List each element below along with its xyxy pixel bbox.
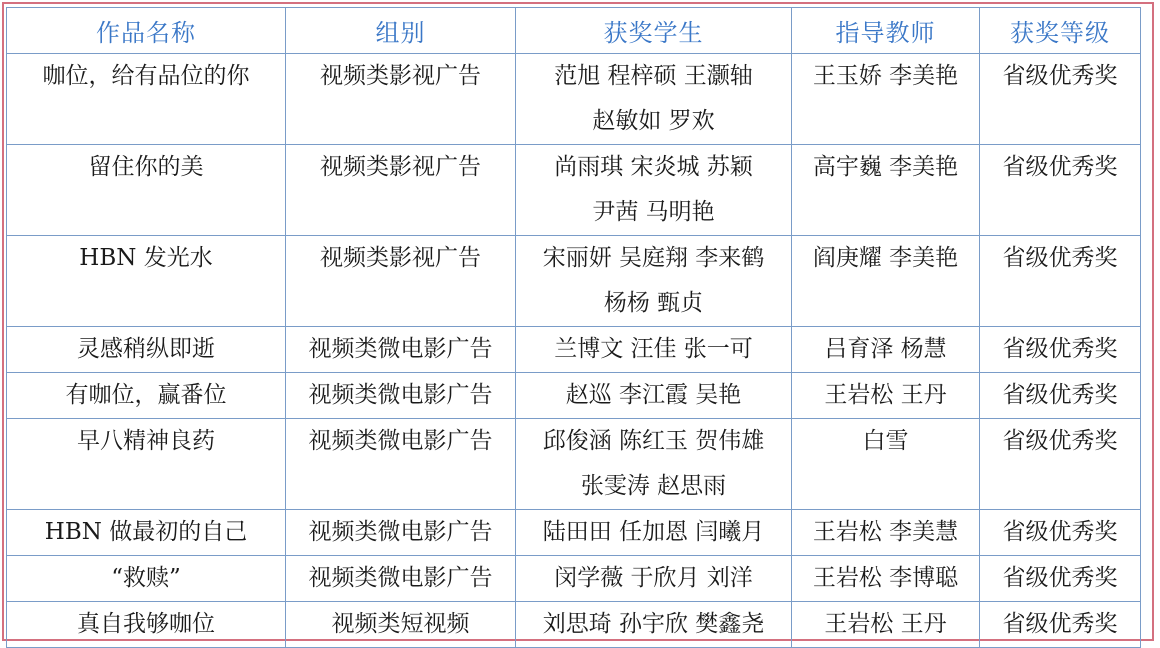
students-line: 杨杨 甄贞	[603, 290, 704, 316]
header-work-name: 作品名称	[7, 8, 286, 54]
award-level-cell: 省级优秀奖	[980, 419, 1141, 510]
work-name-cell: HBN 做最初的自己	[7, 510, 286, 556]
award-level-cell: 省级优秀奖	[980, 145, 1141, 236]
table-row	[7, 419, 1141, 510]
award-level-cell: 省级优秀奖	[980, 556, 1141, 602]
table-row	[7, 602, 1141, 648]
header-group: 组别	[286, 8, 516, 54]
work-name-cell: 真自我够咖位	[7, 602, 286, 648]
students-cell	[516, 602, 792, 648]
teacher-cell: 高宇巍 李美艳	[792, 145, 980, 236]
work-name-cell: HBN 发光水	[7, 236, 286, 327]
table-row	[7, 327, 1141, 373]
header-students: 获奖学生	[516, 8, 792, 54]
table-row	[7, 145, 1141, 236]
students-line: 刘思琦 孙宇欣 樊鑫尧	[542, 611, 765, 637]
students-cell	[516, 510, 792, 556]
group-cell: 视频类影视广告	[286, 236, 516, 327]
table-row	[7, 556, 1141, 602]
work-name-cell: “救赎”	[7, 556, 286, 602]
group-cell: 视频类微电影广告	[286, 556, 516, 602]
students-cell	[516, 373, 792, 419]
teacher-cell: 王岩松 李博聪	[792, 556, 980, 602]
award-level-cell: 省级优秀奖	[980, 54, 1141, 145]
students-cell	[516, 236, 792, 327]
students-line: 陆田田 任加恩 闫曦月	[542, 519, 765, 545]
group-cell: 视频类微电影广告	[286, 327, 516, 373]
award-level-cell: 省级优秀奖	[980, 373, 1141, 419]
students-line: 邱俊涵 陈红玉 贺伟雄	[542, 428, 765, 454]
group-cell: 视频类微电影广告	[286, 373, 516, 419]
students-line: 赵巡 李江霞 吴艳	[565, 382, 742, 408]
students-line: 兰博文 汪佳 张一可	[554, 336, 753, 362]
students-cell	[516, 327, 792, 373]
students-line: 宋丽妍 吴庭翔 李来鹤	[542, 245, 765, 271]
teacher-cell: 王岩松 王丹	[792, 602, 980, 648]
teacher-cell: 王岩松 王丹	[792, 373, 980, 419]
students-line: 闵学薇 于欣月 刘洋	[554, 565, 753, 591]
students-line: 范旭 程梓硕 王灏轴	[554, 63, 753, 89]
teacher-cell: 王玉娇 李美艳	[792, 54, 980, 145]
table-row	[7, 236, 1141, 327]
award-level-cell: 省级优秀奖	[980, 236, 1141, 327]
award-level-cell: 省级优秀奖	[980, 510, 1141, 556]
students-line: 尹茜 马明艳	[592, 199, 715, 225]
group-cell: 视频类影视广告	[286, 54, 516, 145]
award-level-cell: 省级优秀奖	[980, 327, 1141, 373]
header-award-level: 获奖等级	[980, 8, 1141, 54]
teacher-cell: 王岩松 李美慧	[792, 510, 980, 556]
header-teachers: 指导教师	[792, 8, 980, 54]
teacher-cell: 白雪	[792, 419, 980, 510]
students-line: 赵敏如 罗欢	[592, 108, 715, 134]
group-cell: 视频类短视频	[286, 602, 516, 648]
students-cell	[516, 145, 792, 236]
students-line: 尚雨琪 宋炎城 苏颖	[554, 154, 753, 180]
students-line: 张雯涛 赵思雨	[580, 473, 727, 499]
work-name-cell: 留住你的美	[7, 145, 286, 236]
work-name-cell: 灵感稍纵即逝	[7, 327, 286, 373]
students-cell	[516, 419, 792, 510]
award-level-cell: 省级优秀奖	[980, 602, 1141, 648]
table-row	[7, 373, 1141, 419]
table-row	[7, 510, 1141, 556]
awards-table	[6, 7, 1141, 648]
teacher-cell: 阎庚耀 李美艳	[792, 236, 980, 327]
teacher-cell: 吕育泽 杨慧	[792, 327, 980, 373]
table-row	[7, 54, 1141, 145]
work-name-cell: 早八精神良药	[7, 419, 286, 510]
work-name-cell: 有咖位，赢番位	[7, 373, 286, 419]
work-name-cell: 咖位，给有品位的你	[7, 54, 286, 145]
table-header-row	[7, 8, 1141, 54]
students-cell	[516, 54, 792, 145]
group-cell: 视频类微电影广告	[286, 419, 516, 510]
group-cell: 视频类微电影广告	[286, 510, 516, 556]
group-cell: 视频类影视广告	[286, 145, 516, 236]
students-cell	[516, 556, 792, 602]
